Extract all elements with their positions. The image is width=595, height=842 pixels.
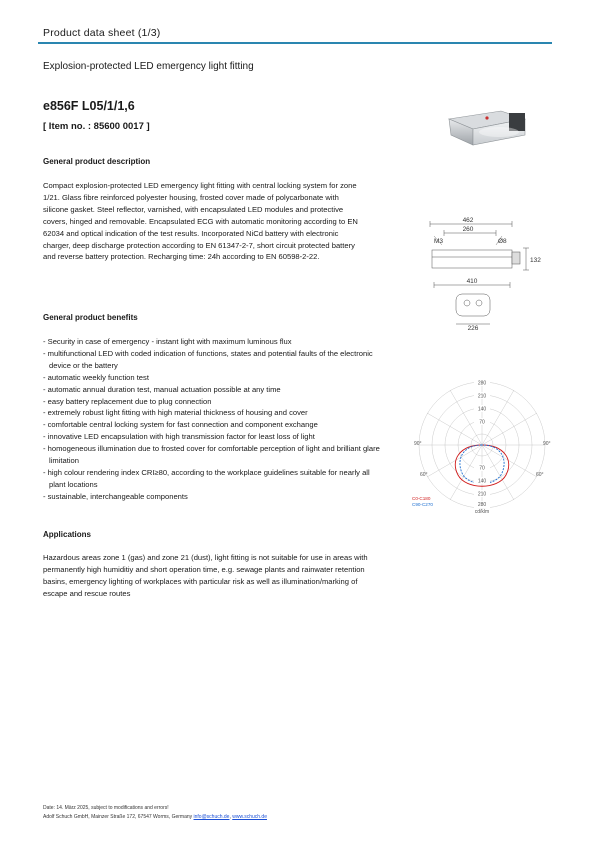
dim-260-label: 260 — [462, 226, 474, 233]
benefit-item: - innovative LED encapsulation with high transmission factor for least loss of light — [43, 432, 315, 442]
benefit-item: - automatic weekly function test — [43, 372, 149, 382]
benefit-item: - Security in case of emergency - instant light with maximum luminous flux — [43, 337, 292, 346]
angle-label-right-90: 90° — [543, 441, 551, 447]
ring-label-lower-2: 140 — [477, 478, 487, 485]
footer-separator: , — [229, 814, 233, 820]
dim-410-label: 410 — [466, 278, 478, 285]
angle-label-right-60: 60° — [536, 472, 544, 478]
footer-address: Adolf Schuch GmbH, Mainzer Straße 172, 67547 Worms, Germany — [43, 814, 193, 820]
description-text: Compact explosion-protected LED emergency light fitting with central locking system for zone 1/21. Glass fibre reinforced polyester housing, frosted cover made of polycarbonate with silicone gasket. Steel reflector, varnished, with encapsulated LED modules and protective covers, hinged and removable. Encapsulated ECG with automatic monitoring according to EN 62034 and optical indication of the test results. Incorporated NiCd battery with electronic charger, deep discharge protection according to EN 61347-2-7, short circuit protected battery and reverse battery protection. Recharging time: 24h according to EN 60598-2-22. — [43, 181, 358, 262]
dimension-drawing — [412, 212, 562, 337]
ring-label-upper-4: 70 — [479, 419, 485, 426]
polar-unit-label: cd/klm — [474, 509, 490, 515]
benefit-item: - extremely robust light fitting with high material thickness of housing and cover — [43, 408, 308, 418]
document-header-title: Product data sheet (1/3) — [43, 27, 161, 39]
ring-label-upper-2: 210 — [477, 393, 487, 400]
dim-226-label: 226 — [467, 325, 479, 332]
benefit-item: - homogeneous illumination due to frosted cover for comfortable perception of light and brilliant glare limitation — [43, 444, 380, 466]
footer-website-link[interactable]: www.schuch.de — [232, 814, 267, 820]
legend-c90-c270: C90-C270 — [412, 502, 433, 507]
dim-m3-label: M3 — [434, 238, 444, 245]
dim-132-label: 132 — [530, 257, 541, 264]
light-distribution-diagram — [410, 375, 560, 515]
legend-c0-c180: C0-C180 — [412, 496, 431, 501]
angle-label-left-90: 90° — [414, 441, 422, 447]
ring-label-lower-4: 280 — [477, 502, 487, 508]
ring-label-lower-3: 210 — [477, 491, 487, 498]
header-divider — [38, 42, 552, 44]
ring-label-lower-1: 70 — [479, 465, 485, 472]
footer-company — [43, 814, 267, 820]
benefits-list — [43, 336, 383, 503]
ring-label-upper-3: 140 — [477, 406, 487, 413]
benefit-item: - automatic annual duration test, manual actuation possible at any time — [43, 384, 281, 394]
benefit-item: - sustainable, interchangeable components — [43, 491, 188, 501]
product-category-title: Explosion-protected LED emergency light fitting — [43, 61, 254, 72]
footer-email-link[interactable]: info@schuch.de — [193, 814, 230, 820]
description-heading: General product description — [43, 157, 151, 166]
angle-label-left-60: 60° — [420, 472, 428, 478]
applications-heading: Applications — [43, 530, 92, 539]
dim-phi8-label: Ø8 — [498, 238, 507, 245]
product-code: e856F L05/1/1,6 — [43, 99, 135, 113]
applications-text: Hazardous areas zone 1 (gas) and zone 21 (dust), light fitting is not suitable for use in areas with permanently high humiditiy and short operation time, e.g. sewage plants and rainwater retention basins, emergency lighting of workplaces with particular risk as well as illumination/marking of escape and rescue routes — [43, 553, 368, 598]
benefits-heading: General product benefits — [43, 313, 138, 322]
benefit-item: - multifunctional LED with coded indication of functions, states and potential faults of the electronic device or the battery — [43, 348, 373, 370]
dim-462-label: 462 — [462, 217, 474, 224]
benefit-item: - high colour rendering index CRI≥80, according to the workplace guidelines suitable for nearly all plant locations — [43, 467, 370, 489]
benefit-item: - easy battery replacement due to plug connection — [43, 396, 212, 406]
footer-date: Date: 14. März 2025, subject to modifications and errors! — [43, 805, 169, 811]
benefit-item: - comfortable central locking system for fast connection and component exchange — [43, 420, 318, 430]
ring-label-upper-1: 280 — [477, 380, 487, 387]
item-number: [ Item no. : 85600 0017 ] — [43, 121, 150, 132]
product-photo — [443, 105, 529, 153]
